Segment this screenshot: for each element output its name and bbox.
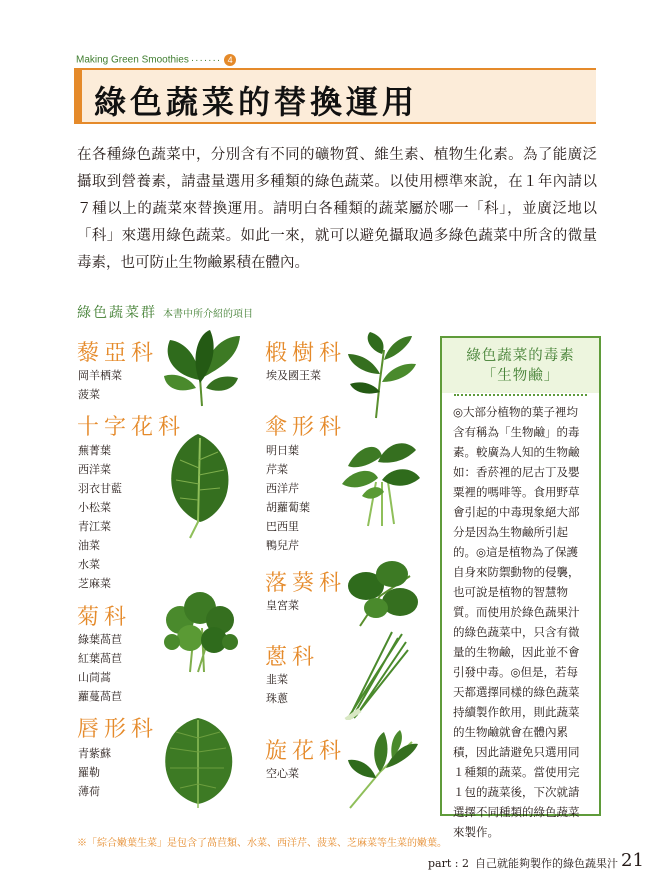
sidebar-dotted-divider [454,394,587,396]
page-title: 綠色蔬菜的替換運用 [94,83,419,121]
spinach-image [160,328,245,408]
intro-paragraph: 在各種綠色蔬菜中，分別含有不同的礦物質、維生素、植物生化素。為了能廣泛攝取到營養素，請盡量選用多種類的綠色蔬菜。以使用標準來說，在１年內請以７種以上的蔬菜來替換運用。請明白各種類的蔬菜屬於哪一「科」，並廣泛地以「科」來選用綠色蔬菜。如此一來，就可以避免攝取過多綠色蔬菜中所含的微量毒素，也可防止生物鹼累積在體內。 [77,147,597,271]
list-item: 蕪菁葉 [78,444,111,457]
list-allium [266,670,288,708]
list-item: 青紫蘇 [78,747,111,760]
list-item: 山茼蒿 [78,671,111,684]
list-item: 芹菜 [266,463,288,476]
jute-leaves-image [340,330,420,420]
page-number: 21 [621,850,644,871]
list-basella [266,596,299,615]
family-allium: 蔥科 [265,645,320,670]
list-item: 綠葉萵苣 [78,633,122,646]
list-item: 岡羊栖菜 [78,369,122,382]
list-item: 薄荷 [78,785,100,798]
list-item: 水菜 [78,558,100,571]
list-item: 羽衣甘藍 [78,482,122,495]
sidebar-title-line1: 綠色蔬菜的毒素 [466,348,575,364]
list-item: 埃及國王菜 [266,369,321,382]
footer-part-title: 自己就能夠製作的綠色蔬果汁 [474,857,618,870]
section-title: 綠色蔬菜群 [77,305,157,321]
footer-running-title [428,855,618,871]
list-item: 蘿蔓萵苣 [78,690,122,703]
family-cruciferous: 十字花科 [77,415,186,440]
shiso-leaf-image [158,712,240,810]
list-item: 胡蘿蔔葉 [266,501,310,514]
footnote: ※「綜合嫩葉生菜」是包含了萵苣類、水菜、西洋芹、菠菜、芝麻菜等生菜的嫩葉。 [77,838,447,849]
header-brand [76,54,236,66]
sidebar-body: ◎大部分植物的葉子裡均含有稱為「生物鹼」的毒素。較廣為人知的生物鹼如：香菸裡的尼古丁及嬰粟裡的嗎啡等。食用野草會引起的中毒現象絕大部分是因為生物鹼所引起的。◎這是植物為了保護自身來防禦動物的侵襲，也可說是植物的智慧物質。而使用於綠色蔬果汁的綠色蔬菜中，只含有微量的生物鹼，因此並不會引發中毒。◎但是，若每天都選擇同樣的綠色蔬菜持續製作飲用，則此蔬菜的生物鹼就會在體內累積，因此請避免只選用同１種類的蔬菜。當使用完１包的蔬菜後，下次就請選擇不同種類的綠色蔬菜來製作。 [453,405,580,839]
list-item: 青江菜 [78,520,111,533]
list-item: 空心菜 [266,767,299,780]
section-subtitle: 本書中所介紹的項目 [163,309,253,320]
list-item: 韭菜 [266,673,288,686]
list-morningglory [266,764,299,783]
sidebar-title-line2: 「生物鹼」 [481,368,560,384]
chapter-badge: 4 [224,54,236,66]
sidebar-header [442,338,599,393]
list-amaranth [78,366,122,404]
list-item: 明日葉 [266,444,299,457]
list-item: 鴨兒芹 [266,539,299,552]
ashitaba-image [338,436,422,528]
title-accent-bar [74,70,82,124]
section-heading [77,302,253,322]
family-basella: 落葵科 [265,571,347,596]
list-mint [78,744,111,801]
brand-text: Making Green Smoothies [76,54,189,66]
family-amaranth: 藜亞科 [77,341,159,366]
sidebar-title [442,338,599,386]
alkaloid-sidebar [440,336,601,839]
brand-dots: ······· [190,54,222,66]
list-item: 菠菜 [78,388,100,401]
list-item: 小松菜 [78,501,111,514]
list-item: 紅葉萵苣 [78,652,122,665]
list-item: 珠蔥 [266,692,288,705]
list-item: 西洋芹 [266,482,299,495]
list-item: 油菜 [78,539,100,552]
list-item: 羅勒 [78,766,100,779]
footer-part: part : 2 [428,857,469,870]
family-umbellifer: 傘形科 [265,415,347,440]
list-item: 芝麻菜 [78,577,111,590]
list-item: 西洋菜 [78,463,111,476]
water-spinach-image [340,728,420,810]
list-cruciferous [78,441,122,593]
title-bottom-rule [74,122,596,124]
family-aster: 菊科 [77,605,132,630]
list-aster [78,630,122,706]
title-banner [74,70,596,124]
list-item: 巴西里 [266,520,299,533]
family-linden: 椴樹科 [265,341,347,366]
malabar-spinach-image [340,556,424,628]
family-morningglory: 旋花科 [265,739,347,764]
chives-image [340,630,410,720]
family-mint: 唇形科 [77,717,159,742]
list-item: 皇宮菜 [266,599,299,612]
list-linden [266,366,321,385]
kale-leaf-image [160,430,240,540]
list-umbellifer [266,441,310,555]
chrysanthemum-greens-image [160,590,242,674]
